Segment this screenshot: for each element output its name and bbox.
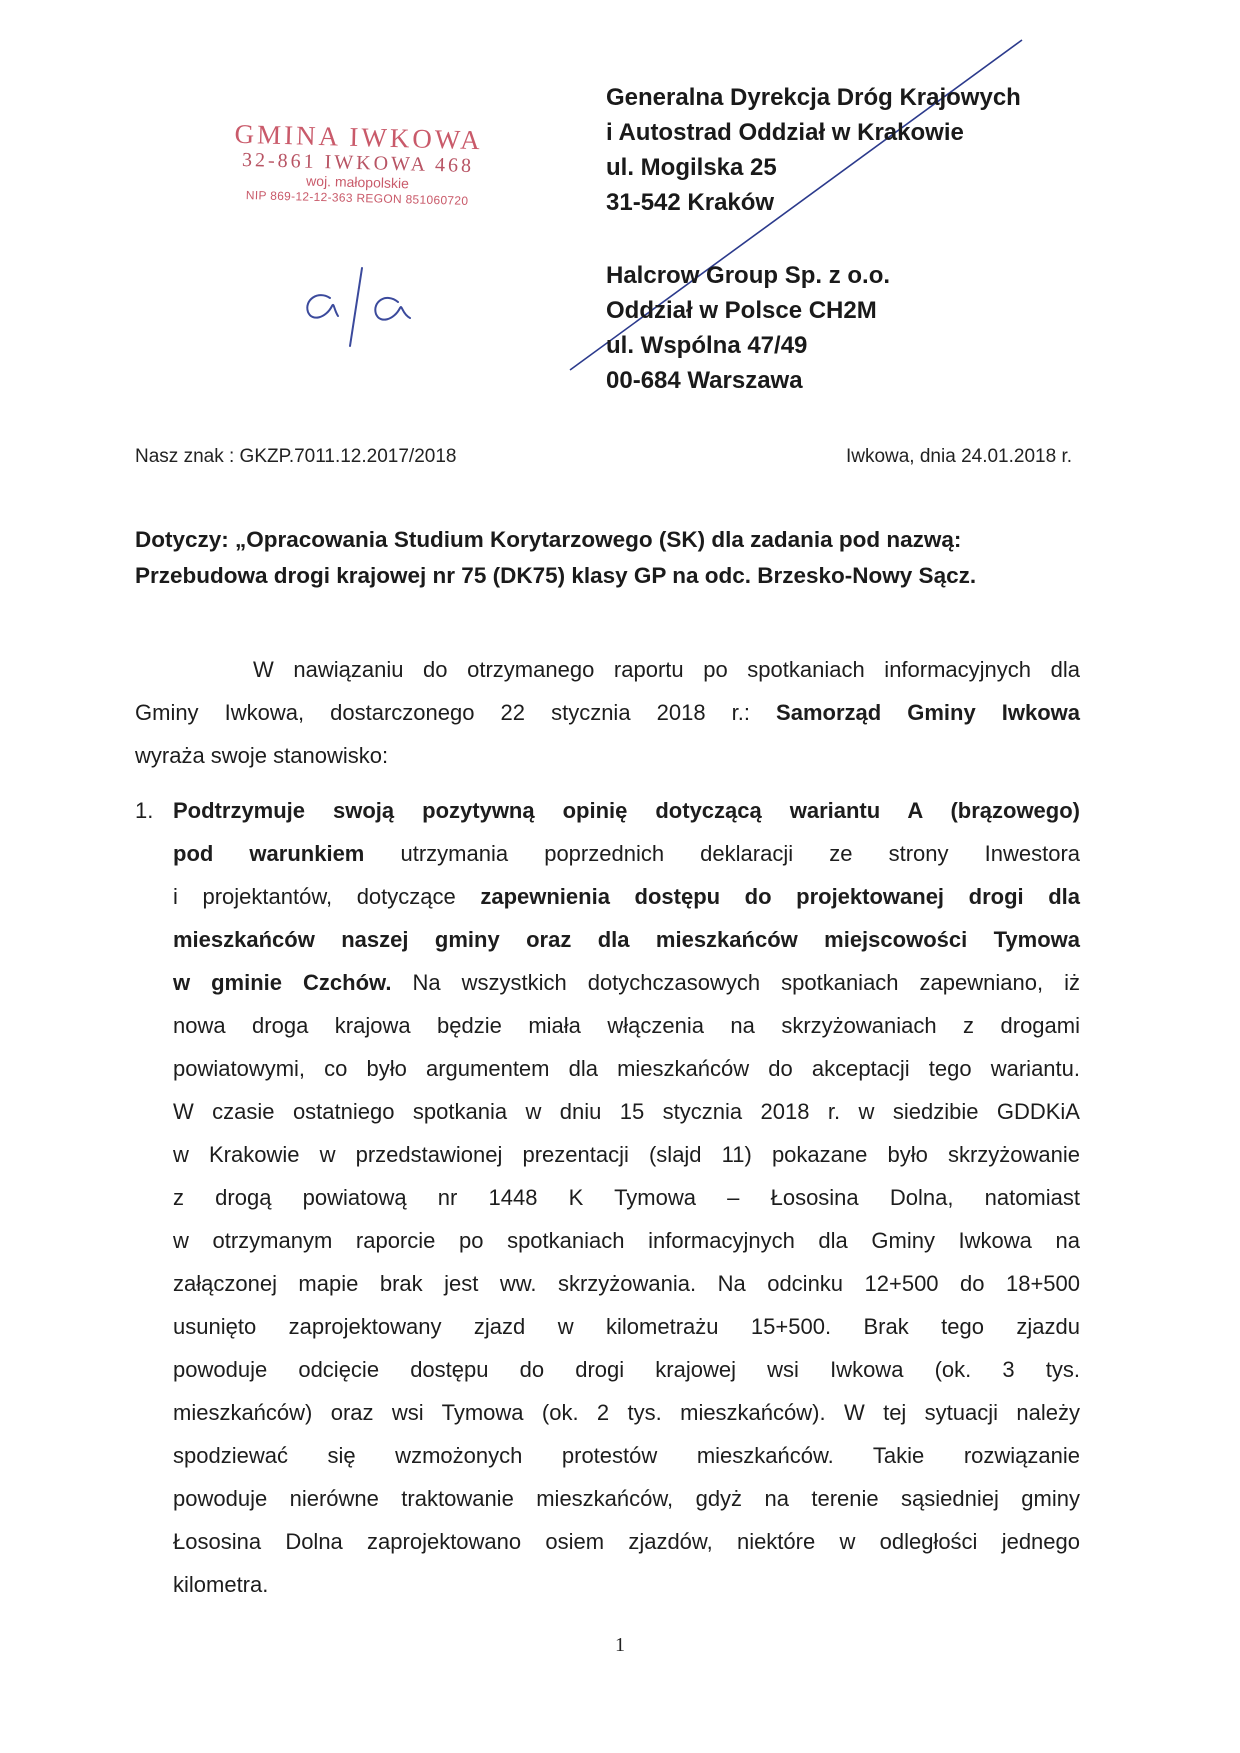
text-run: utrzymania poprzednich deklaracji ze strony Inwestora	[364, 841, 1080, 866]
text-line	[135, 691, 1080, 734]
text-run: i projektantów, dotyczące	[173, 884, 481, 909]
text-line: Podtrzymuje swoją pozytywną opinię dotyczącą wariantu A (brązowego)	[173, 798, 1080, 823]
text-line: powoduje nierówne traktowanie mieszkańców, gdyż na terenie sąsiedniej gminy	[173, 1486, 1080, 1511]
stamp-ids: NIP 869-12-12-363 REGON 851060720	[245, 188, 469, 208]
text-line: mieszkańców naszej gminy oraz dla mieszkańców miejscowości Tymowa	[173, 927, 1080, 952]
text-line: wyraża swoje stanowisko:	[135, 743, 389, 768]
text-line: usunięto zaprojektowany zjazd w kilometrażu 15+500. Brak tego zjazdu	[173, 1314, 1080, 1339]
text-line: Łososina Dolna zaprojektowano osiem zjazdów, niektóre w odległości jednego	[173, 1529, 1080, 1554]
recipient-line: ul. Wspólna 47/49	[606, 332, 808, 359]
text-line: w Krakowie w przedstawionej prezentacji (slajd 11) pokazane było skrzyżowanie	[173, 1142, 1080, 1167]
intro-paragraph	[135, 648, 1080, 777]
text-line	[173, 832, 1080, 875]
recipient-line: ul. Mogilska 25	[606, 154, 777, 181]
stamp-address: 32-861 IWKOWA 468	[241, 148, 475, 178]
text-line: kilometra.	[173, 1572, 269, 1597]
recipient-line: i Autostrad Oddział w Krakowie	[606, 119, 964, 146]
subject-line: Dotyczy: „Opracowania Studium Korytarzowego (SK) dla zadania pod nazwą:	[135, 527, 962, 552]
reference-number: Nasz znak : GKZP.7011.12.2017/2018	[135, 446, 457, 467]
text-line: spodziewać się wzmożonych protestów mieszkańców. Takie rozwiązanie	[173, 1443, 1080, 1468]
list-number: 1.	[135, 798, 154, 823]
recipient-line: 31-542 Kraków	[606, 189, 775, 216]
text-bold: pod warunkiem	[173, 841, 365, 866]
text-bold: w gminie Czchów.	[173, 970, 392, 995]
page-number: 1	[615, 1634, 625, 1656]
municipality-stamp	[207, 118, 509, 210]
letter-date: Iwkowa, dnia 24.01.2018 r.	[845, 446, 1072, 467]
text-line: W nawiązaniu do otrzymanego raportu po spotkaniach informacyjnych dla	[253, 657, 1080, 682]
text-line	[173, 875, 1080, 918]
text-line: z drogą powiatową nr 1448 K Tymowa – Łososina Dolna, natomiast	[173, 1185, 1080, 1210]
subject-heading	[135, 522, 1075, 594]
text-line: powoduje odcięcie dostępu do drogi krajowej wsi Iwkowa (ok. 3 tys.	[173, 1357, 1080, 1382]
recipient-line: Halcrow Group Sp. z o.o.	[606, 262, 891, 289]
text-line	[173, 961, 1080, 1004]
subject-line: Przebudowa drogi krajowej nr 75 (DK75) klasy GP na odc. Brzesko-Nowy Sącz.	[135, 563, 977, 588]
recipient-gddkia	[606, 80, 1021, 220]
recipient-line: Generalna Dyrekcja Dróg Krajowych	[606, 84, 1021, 111]
recipient-line: Oddział w Polsce CH2M	[606, 297, 877, 324]
text-line: W czasie ostatniego spotkania w dniu 15 stycznia 2018 r. w siedzibie GDDKiA	[173, 1099, 1080, 1124]
text-run: Na wszystkich dotychczasowych spotkaniach zapewniano, iż	[391, 970, 1080, 995]
stamp-name: GMINA IWKOWA	[234, 118, 484, 156]
text-run: Gminy Iwkowa, dostarczonego 22 stycznia 2018 r.:	[135, 700, 777, 725]
text-line: w otrzymanym raporcie po spotkaniach informacyjnych dla Gminy Iwkowa na	[173, 1228, 1080, 1253]
text-line: powiatowymi, co było argumentem dla mieszkańców do akceptacji tego wariantu.	[173, 1056, 1080, 1081]
recipient-line: 00-684 Warszawa	[606, 367, 803, 394]
stamp-region: woj. małopolskie	[305, 172, 410, 192]
text-bold: zapewnienia dostępu do projektowanej drogi dla	[480, 884, 1080, 909]
text-line: załączonej mapie brak jest ww. skrzyżowania. Na odcinku 12+500 do 18+500	[173, 1271, 1080, 1296]
text-bold: Samorząd Gminy Iwkowa	[776, 700, 1081, 725]
list-item	[135, 789, 1080, 1606]
handwritten-initials	[300, 260, 460, 350]
text-line: nowa droga krajowa będzie miała włączenia na skrzyżowaniach z drogami	[173, 1013, 1080, 1038]
text-line: mieszkańców) oraz wsi Tymowa (ok. 2 tys. mieszkańców). W tej sytuacji należy	[173, 1400, 1080, 1425]
list-item-body	[173, 789, 1080, 1606]
recipient-halcrow	[606, 258, 890, 398]
